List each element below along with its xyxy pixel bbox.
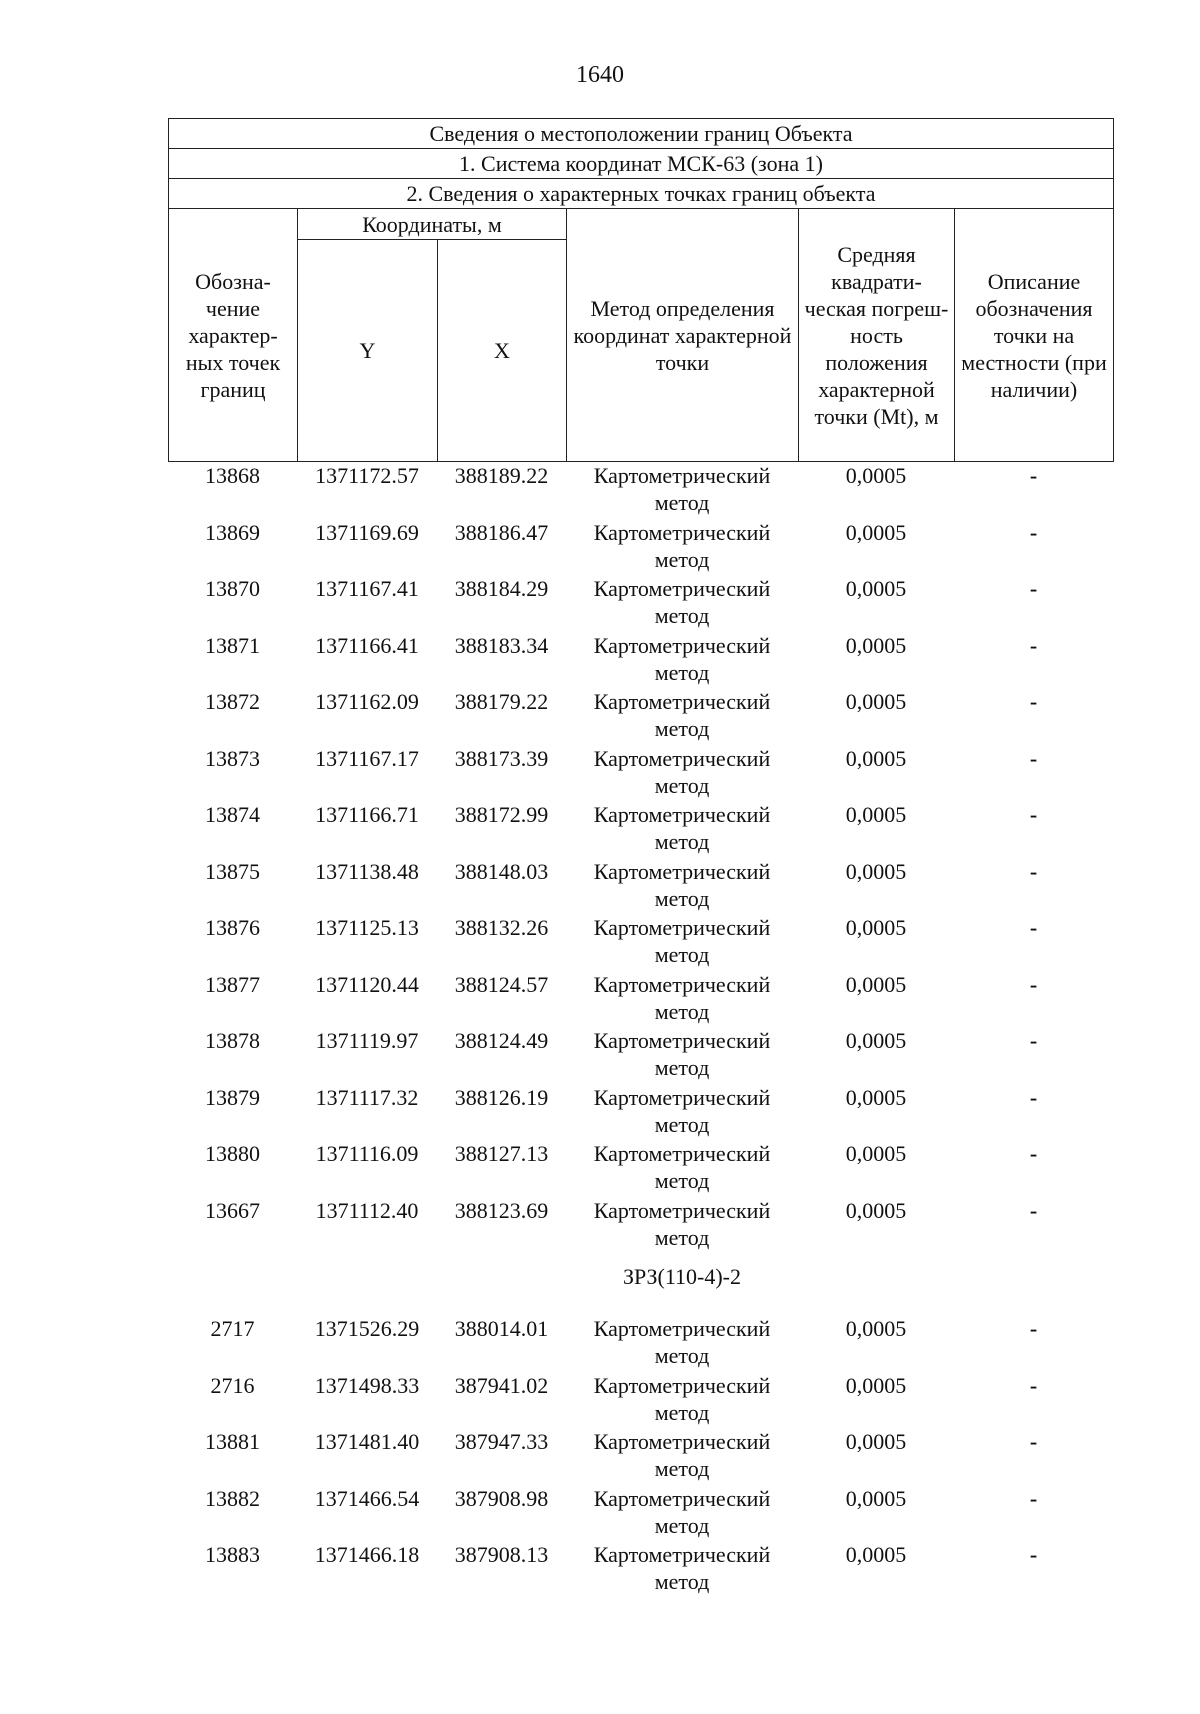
cell-error: 0,0005 — [845, 1141, 907, 1166]
cell-description: - — [1029, 1141, 1038, 1166]
cell-coord-y: 1371526.29 — [314, 1316, 420, 1341]
cell-error: 0,0005 — [845, 915, 907, 940]
cell-point-id: 13879 — [205, 1084, 260, 1110]
col-designation-header: Обозна-чение характер-ных точек границ — [169, 209, 298, 462]
cell-error: 0,0005 — [845, 1429, 907, 1454]
cell-coord-x: 388124.49 — [454, 1028, 549, 1053]
cell-coord-y: 1371116.09 — [315, 1141, 419, 1166]
col-description-header: Описание обозначения точки на местности (при наличии) — [955, 209, 1114, 462]
table-row — [168, 688, 1113, 745]
cell-coord-y: 1371498.33 — [314, 1372, 420, 1398]
table-row — [168, 914, 1113, 971]
cell-description: - — [1029, 1542, 1038, 1567]
table-row — [168, 1315, 1113, 1372]
cell-point-id: 13870 — [205, 576, 260, 601]
cell-error: 0,0005 — [845, 1197, 907, 1223]
cell-error: 0,0005 — [845, 519, 907, 545]
header-coordinate-system: 1. Система координат МСК-63 (зона 1) — [169, 149, 1114, 179]
col-error-header: Средняя квадрати-ческая погреш-ность положения характерной точки (Mt), м — [799, 209, 955, 462]
cell-error: 0,0005 — [845, 1542, 907, 1567]
cell-description: - — [1029, 1429, 1038, 1454]
table-row — [168, 801, 1113, 858]
table-row — [168, 1541, 1113, 1598]
cell-point-id: 13868 — [205, 463, 260, 488]
cell-coord-y: 1371112.40 — [315, 1197, 419, 1223]
cell-coord-y: 1371466.18 — [314, 1542, 420, 1567]
cell-method: Картометрический метод — [593, 1197, 771, 1250]
cell-method: Картометрический метод — [593, 745, 771, 798]
col-coords-header: Координаты, м — [298, 209, 567, 240]
cell-method: Картометрический метод — [593, 519, 771, 572]
cell-error: 0,0005 — [845, 576, 907, 601]
cell-coord-x: 388132.26 — [454, 915, 549, 940]
cell-point-id: 13667 — [205, 1197, 260, 1223]
header-section: 2. Сведения о характерных точках границ объекта — [169, 179, 1114, 209]
cell-description: - — [1029, 576, 1038, 601]
cell-method: Картометрический метод — [593, 1542, 771, 1594]
cell-coord-x: 388189.22 — [454, 463, 549, 488]
cell-point-id: 13877 — [205, 971, 260, 997]
cell-coord-x: 387947.33 — [454, 1429, 549, 1454]
table-row — [168, 519, 1113, 576]
table-header — [168, 118, 1114, 462]
cell-point-id: 13882 — [205, 1485, 260, 1511]
table-row — [168, 575, 1113, 632]
cell-description: - — [1029, 1028, 1038, 1053]
cell-error: 0,0005 — [845, 1084, 907, 1110]
cell-point-id: 13874 — [205, 802, 260, 827]
cell-coord-x: 388148.03 — [454, 858, 549, 884]
cell-coord-y: 1371167.17 — [315, 745, 419, 771]
table-row — [168, 1372, 1113, 1429]
cell-coord-x: 388124.57 — [454, 971, 549, 997]
cell-error: 0,0005 — [845, 1028, 907, 1053]
table-row — [168, 1084, 1113, 1141]
cell-point-id: 13881 — [205, 1429, 260, 1454]
table-row — [168, 632, 1113, 689]
cell-coord-y: 1371120.44 — [315, 971, 419, 997]
table-row — [168, 462, 1113, 519]
table-row — [168, 745, 1113, 802]
cell-point-id: 13872 — [205, 689, 260, 714]
cell-description: - — [1029, 1084, 1038, 1110]
cell-point-id: 13871 — [205, 632, 260, 658]
cell-method: Картометрический метод — [593, 689, 771, 741]
cell-point-id: 2717 — [210, 1316, 255, 1341]
cell-error: 0,0005 — [845, 1372, 907, 1398]
cell-coord-x: 388173.39 — [454, 745, 549, 771]
points-table — [168, 462, 1113, 1598]
table-row — [168, 1027, 1113, 1084]
col-method-header: Метод определения координат характерной точки — [567, 209, 799, 462]
header-title: Сведения о местоположении границ Объекта — [169, 119, 1114, 149]
cell-description: - — [1029, 463, 1038, 488]
cell-method: Картометрический метод — [593, 463, 771, 515]
cell-error: 0,0005 — [845, 971, 907, 997]
cell-error: 0,0005 — [845, 745, 907, 771]
cell-coord-y: 1371117.32 — [315, 1084, 419, 1110]
cell-description: - — [1029, 802, 1038, 827]
cell-coord-x: 388123.69 — [454, 1197, 549, 1223]
cell-description: - — [1029, 1316, 1038, 1341]
cell-method: Картометрический метод — [593, 1485, 771, 1538]
cell-method: Картометрический метод — [593, 802, 771, 854]
cell-coord-x: 388179.22 — [454, 689, 549, 714]
cell-coord-y: 1371138.48 — [315, 858, 419, 884]
cell-point-id: 13883 — [205, 1542, 260, 1567]
cell-coord-x: 387908.98 — [454, 1485, 549, 1511]
cell-coord-y: 1371119.97 — [315, 1028, 419, 1053]
cell-description: - — [1029, 689, 1038, 714]
cell-point-id: 13875 — [205, 858, 260, 884]
cell-error: 0,0005 — [845, 1485, 907, 1511]
cell-description: - — [1029, 971, 1038, 997]
cell-coord-y: 1371481.40 — [314, 1429, 420, 1454]
table-row — [168, 1428, 1113, 1485]
cell-error: 0,0005 — [845, 463, 907, 488]
cell-description: - — [1029, 632, 1038, 658]
cell-point-id: 13878 — [205, 1028, 260, 1053]
cell-error: 0,0005 — [845, 1316, 907, 1341]
table-row — [168, 1197, 1113, 1254]
cell-description: - — [1029, 858, 1038, 884]
cell-coord-y: 1371172.57 — [315, 463, 419, 488]
cell-coord-y: 1371125.13 — [315, 915, 419, 940]
cell-coord-x: 388183.34 — [454, 632, 549, 658]
table-row — [168, 971, 1113, 1028]
cell-coord-y: 1371167.41 — [315, 576, 419, 601]
cell-point-id: 13876 — [205, 915, 260, 940]
page-number — [0, 62, 1200, 89]
cell-method: Картометрический метод — [593, 971, 771, 1024]
cell-error: 0,0005 — [845, 689, 907, 714]
cell-description: - — [1029, 745, 1038, 771]
section-label: ЗРЗ(110-4)-2 — [622, 1264, 742, 1289]
cell-coord-x: 388186.47 — [454, 519, 549, 545]
cell-coord-y: 1371466.54 — [314, 1485, 420, 1511]
col-y-header: Y — [298, 240, 438, 462]
cell-coord-y: 1371166.41 — [315, 632, 419, 658]
page-number-text: 1640 — [576, 62, 624, 88]
cell-coord-x: 387908.13 — [454, 1542, 549, 1567]
cell-error: 0,0005 — [845, 858, 907, 884]
cell-error: 0,0005 — [845, 802, 907, 827]
cell-point-id: 2716 — [210, 1372, 255, 1398]
cell-description: - — [1029, 1372, 1038, 1398]
cell-method: Картометрический метод — [593, 632, 771, 685]
cell-coord-y: 1371166.71 — [315, 802, 419, 827]
cell-description: - — [1029, 519, 1038, 545]
cell-coord-x: 388184.29 — [454, 576, 549, 601]
cell-method: Картометрический метод — [593, 915, 771, 967]
cell-coord-x: 388127.13 — [454, 1141, 549, 1166]
cell-coord-x: 388126.19 — [454, 1084, 549, 1110]
cell-method: Картометрический метод — [593, 576, 771, 628]
table-row — [168, 858, 1113, 915]
cell-point-id: 13869 — [205, 519, 260, 545]
cell-point-id: 13873 — [205, 745, 260, 771]
cell-coord-x: 387941.02 — [454, 1372, 549, 1398]
cell-description: - — [1029, 1485, 1038, 1511]
table-row — [168, 1140, 1113, 1197]
cell-description: - — [1029, 915, 1038, 940]
col-x-header: X — [438, 240, 567, 462]
cell-method: Картометрический метод — [593, 1141, 771, 1193]
cell-method: Картометрический метод — [593, 1372, 771, 1425]
cell-method: Картометрический метод — [593, 1429, 771, 1481]
cell-coord-x: 388014.01 — [454, 1316, 549, 1341]
cell-point-id: 13880 — [205, 1141, 260, 1166]
cell-coord-x: 388172.99 — [454, 802, 549, 827]
cell-method: Картометрический метод — [593, 1084, 771, 1137]
cell-coord-y: 1371169.69 — [315, 519, 419, 545]
cell-method: Картометрический метод — [593, 1316, 771, 1368]
cell-method: Картометрический метод — [593, 858, 771, 911]
cell-method: Картометрический метод — [593, 1028, 771, 1080]
coordinates-document — [168, 118, 1113, 1598]
table-row — [168, 1485, 1113, 1542]
cell-error: 0,0005 — [845, 632, 907, 658]
cell-description: - — [1029, 1197, 1038, 1223]
cell-coord-y: 1371162.09 — [315, 689, 419, 714]
